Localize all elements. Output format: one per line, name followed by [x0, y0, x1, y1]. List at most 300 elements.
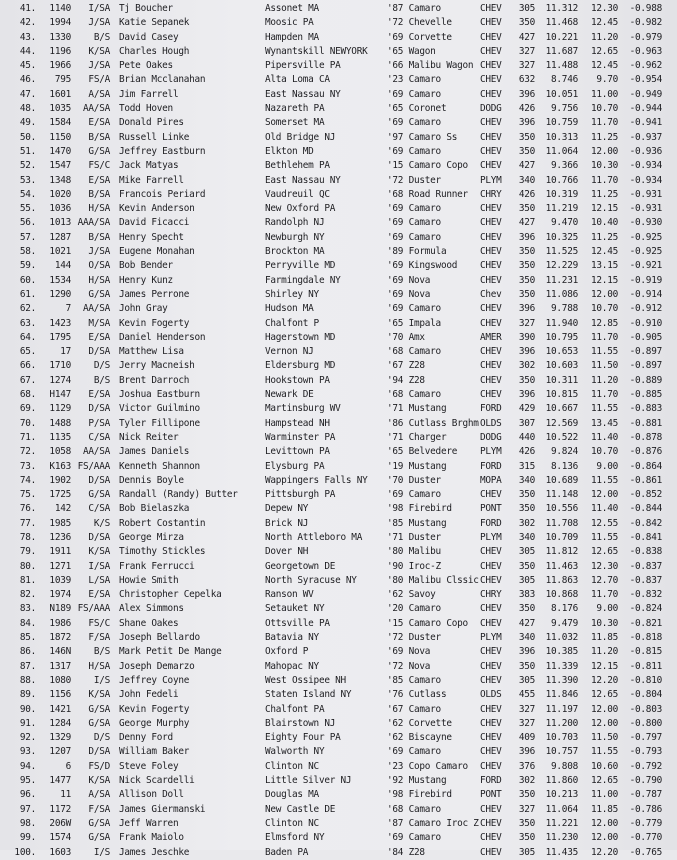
driver-name: Jerry Macneish: [119, 360, 195, 372]
cubic-inches: 350: [518, 17, 535, 29]
elapsed-time: 10.522: [545, 431, 578, 443]
driver-name: Dennis Boyle: [119, 474, 184, 486]
hometown: Randolph NJ: [265, 217, 325, 229]
hometown: Pittsburgh PA: [265, 489, 336, 501]
elapsed-time: 12.229: [545, 260, 578, 272]
hometown: Depew NY: [265, 503, 309, 515]
make: FORD: [480, 517, 502, 529]
diff-from-index: -0.944: [629, 103, 662, 115]
car-model: '65 Belvedere: [387, 446, 458, 458]
hometown: Clinton NC: [265, 760, 319, 772]
cubic-inches: 396: [518, 746, 535, 758]
result-row: [0, 174, 677, 188]
diff-from-index: -0.963: [629, 45, 662, 57]
class: FS/AAA: [77, 460, 110, 472]
hometown: Eighty Four PA: [265, 732, 341, 744]
position: 50.: [19, 131, 36, 143]
position: 89.: [19, 689, 36, 701]
position: 60.: [19, 274, 36, 286]
cubic-inches: 427: [518, 617, 535, 629]
car-number: 1547: [49, 160, 71, 172]
driver-name: Henry Kunz: [119, 274, 173, 286]
diff-from-index: -0.931: [629, 203, 662, 215]
result-row: [0, 345, 677, 359]
hometown: Martinsburg WV: [265, 403, 341, 415]
car-model: '90 Iroc-Z: [387, 560, 441, 572]
driver-name: Bob Bielaszka: [119, 503, 190, 515]
class: E/SA: [88, 117, 110, 129]
cubic-inches: 340: [518, 174, 535, 186]
car-model: '71 Duster: [387, 531, 441, 543]
car-model: '19 Mustang: [387, 460, 447, 472]
car-number: 1986: [49, 617, 71, 629]
car-number: 795: [54, 74, 71, 86]
hometown: Bethlehem PA: [265, 160, 330, 172]
elapsed-time: 10.213: [545, 789, 578, 801]
result-row: [0, 159, 677, 173]
class-index: 12.45: [591, 246, 618, 258]
make: CHEV: [480, 389, 502, 401]
diff-from-index: -0.765: [629, 846, 662, 858]
driver-name: Jeffrey Eastburn: [119, 145, 206, 157]
hometown: Elysburg PA: [265, 460, 325, 472]
elapsed-time: 11.086: [545, 288, 578, 300]
make: CHEV: [480, 31, 502, 43]
car-model: '85 Mustang: [387, 517, 447, 529]
result-row: [0, 631, 677, 645]
class-index: 12.00: [591, 817, 618, 829]
car-number: 1196: [49, 45, 71, 57]
class-index: 11.25: [591, 131, 618, 143]
position: 74.: [19, 474, 36, 486]
cubic-inches: 396: [518, 117, 535, 129]
result-row: [0, 731, 677, 745]
cubic-inches: 427: [518, 217, 535, 229]
result-row: [0, 431, 677, 445]
car-model: '85 Camaro: [387, 674, 441, 686]
driver-name: Alex Simmons: [119, 603, 184, 615]
class-index: 12.30: [591, 3, 618, 14]
class-index: 11.40: [591, 503, 618, 515]
make: CHEV: [480, 660, 502, 672]
make: CHEV: [480, 131, 502, 143]
car-model: '98 Firebird: [387, 789, 452, 801]
car-model: '69 Nova: [387, 288, 431, 300]
position: 56.: [19, 217, 36, 229]
class: D/S: [93, 732, 110, 744]
car-model: '23 Camaro: [387, 74, 441, 86]
result-row: [0, 331, 677, 345]
hometown: Elmsford NY: [265, 832, 325, 844]
driver-name: Henry Specht: [119, 231, 184, 243]
driver-name: Shane Oakes: [119, 617, 179, 629]
cubic-inches: 305: [518, 3, 535, 14]
cubic-inches: 426: [518, 446, 535, 458]
class-index: 11.85: [591, 803, 618, 815]
hometown: Hagerstown MD: [265, 331, 336, 343]
car-model: '71 Mustang: [387, 403, 447, 415]
make: PONT: [480, 503, 502, 515]
car-model: '69 Nova: [387, 646, 431, 658]
elapsed-time: 11.687: [545, 45, 578, 57]
car-model: '69 Camaro: [387, 489, 441, 501]
make: CHEV: [480, 374, 502, 386]
result-row: [0, 245, 677, 259]
cubic-inches: 305: [518, 546, 535, 558]
elapsed-time: 10.689: [545, 474, 578, 486]
diff-from-index: -0.804: [629, 689, 662, 701]
driver-name: George Murphy: [119, 717, 190, 729]
cubic-inches: 396: [518, 389, 535, 401]
diff-from-index: -0.818: [629, 632, 662, 644]
class: FS/D: [88, 760, 110, 772]
cubic-inches: 350: [518, 203, 535, 215]
car-number: 1710: [49, 360, 71, 372]
elapsed-time: 10.051: [545, 88, 578, 100]
hometown: Perryville MD: [265, 260, 336, 272]
cubic-inches: 350: [518, 288, 535, 300]
hometown: Brick NJ: [265, 517, 309, 529]
cubic-inches: 350: [518, 660, 535, 672]
position: 45.: [19, 60, 36, 72]
position: 84.: [19, 617, 36, 629]
make: CHEV: [480, 832, 502, 844]
class-index: 10.30: [591, 160, 618, 172]
make: FORD: [480, 775, 502, 787]
result-row: [0, 116, 677, 130]
car-number: 1236: [49, 531, 71, 543]
hometown: Little Silver NJ: [265, 775, 352, 787]
class-index: 10.60: [591, 760, 618, 772]
driver-name: Brian Mcclanahan: [119, 74, 206, 86]
diff-from-index: -0.837: [629, 574, 662, 586]
driver-name: Randall (Randy) Butter: [119, 489, 238, 501]
position: 59.: [19, 260, 36, 272]
hometown: North Syracuse NY: [265, 574, 357, 586]
driver-name: Timothy Stickles: [119, 546, 206, 558]
class-index: 11.20: [591, 374, 618, 386]
result-row: [0, 31, 677, 45]
make: CHRY: [480, 188, 502, 200]
cubic-inches: 426: [518, 103, 535, 115]
car-model: '23 Copo Camaro: [387, 760, 468, 772]
car-number: 1036: [49, 203, 71, 215]
elapsed-time: 9.808: [551, 760, 578, 772]
make: CHEV: [480, 646, 502, 658]
car-model: '62 Corvette: [387, 717, 452, 729]
class: F/SA: [88, 803, 110, 815]
car-model: '86 Cutlass Brghm: [387, 417, 479, 429]
make: CHEV: [480, 203, 502, 215]
elapsed-time: 10.313: [545, 131, 578, 143]
car-number: 1534: [49, 274, 71, 286]
result-row: [0, 388, 677, 402]
car-model: '15 Camaro Copo: [387, 160, 468, 172]
cubic-inches: 350: [518, 260, 535, 272]
make: CHEV: [480, 74, 502, 86]
make: PLYM: [480, 531, 502, 543]
elapsed-time: 10.868: [545, 589, 578, 601]
result-row: [0, 417, 677, 431]
car-model: '70 Amx: [387, 331, 425, 343]
result-row: [0, 788, 677, 802]
diff-from-index: -0.934: [629, 174, 662, 186]
class-index: 10.70: [591, 446, 618, 458]
elapsed-time: 9.479: [551, 617, 578, 629]
cubic-inches: 632: [518, 74, 535, 86]
elapsed-time: 10.703: [545, 732, 578, 744]
make: CHEV: [480, 274, 502, 286]
car-number: 1994: [49, 17, 71, 29]
diff-from-index: -0.937: [629, 131, 662, 143]
elapsed-time: 10.815: [545, 389, 578, 401]
driver-name: James Perrone: [119, 288, 190, 300]
class: K/SA: [88, 45, 110, 57]
elapsed-time: 10.795: [545, 331, 578, 343]
class-index: 11.55: [591, 746, 618, 758]
class-index: 12.65: [591, 775, 618, 787]
hometown: Mahopac NY: [265, 660, 319, 672]
make: Chev: [480, 288, 502, 300]
class-index: 12.45: [591, 60, 618, 72]
result-row: [0, 231, 677, 245]
elapsed-time: 10.385: [545, 646, 578, 658]
elapsed-time: 11.221: [545, 817, 578, 829]
elapsed-time: 11.708: [545, 517, 578, 529]
car-model: '72 Duster: [387, 632, 441, 644]
hometown: New Castle DE: [265, 803, 336, 815]
make: CHEV: [480, 803, 502, 815]
elapsed-time: 9.756: [551, 103, 578, 115]
position: 41.: [19, 3, 36, 14]
diff-from-index: -0.852: [629, 489, 662, 501]
diff-from-index: -0.962: [629, 60, 662, 72]
result-row: [0, 88, 677, 102]
elapsed-time: 8.136: [551, 460, 578, 472]
elapsed-time: 10.709: [545, 531, 578, 543]
elapsed-time: 10.757: [545, 746, 578, 758]
make: CHEV: [480, 674, 502, 686]
make: PONT: [480, 789, 502, 801]
diff-from-index: -0.787: [629, 789, 662, 801]
class: J/SA: [88, 17, 110, 29]
class: M/SA: [88, 317, 110, 329]
elapsed-time: 11.312: [545, 3, 578, 14]
diff-from-index: -0.982: [629, 17, 662, 29]
class: B/S: [93, 646, 110, 658]
class: D/SA: [88, 346, 110, 358]
driver-name: Jim Farrell: [119, 88, 179, 100]
elapsed-time: 10.325: [545, 231, 578, 243]
elapsed-time: 9.824: [551, 446, 578, 458]
hometown: Vernon NJ: [265, 346, 314, 358]
diff-from-index: -0.878: [629, 431, 662, 443]
driver-name: Kevin Anderson: [119, 203, 195, 215]
make: FORD: [480, 403, 502, 415]
car-model: '62 Savoy: [387, 589, 436, 601]
driver-name: George Mirza: [119, 531, 184, 543]
diff-from-index: -0.912: [629, 303, 662, 315]
class: I/S: [93, 674, 110, 686]
elapsed-time: 11.488: [545, 60, 578, 72]
make: CHEV: [480, 246, 502, 258]
class-index: 11.70: [591, 331, 618, 343]
car-model: '69 Nova: [387, 274, 431, 286]
class: FS/C: [88, 617, 110, 629]
cubic-inches: 305: [518, 574, 535, 586]
cubic-inches: 455: [518, 689, 535, 701]
class: I/S: [93, 846, 110, 858]
result-row: [0, 374, 677, 388]
car-number: 1911: [49, 546, 71, 558]
position: 62.: [19, 303, 36, 315]
car-number: H147: [49, 389, 71, 401]
cubic-inches: 305: [518, 846, 535, 858]
cubic-inches: 427: [518, 160, 535, 172]
class: AA/SA: [83, 103, 110, 115]
car-number: 1902: [49, 474, 71, 486]
result-row: [0, 588, 677, 602]
driver-name: Pete Oakes: [119, 60, 173, 72]
cubic-inches: 350: [518, 489, 535, 501]
class: B/SA: [88, 188, 110, 200]
position: 54.: [19, 188, 36, 200]
position: 65.: [19, 346, 36, 358]
position: 64.: [19, 331, 36, 343]
car-number: 1271: [49, 560, 71, 572]
hometown: New Oxford PA: [265, 203, 336, 215]
class: AA/SA: [83, 303, 110, 315]
results-list: [0, 2, 677, 860]
make: CHEV: [480, 817, 502, 829]
position: 71.: [19, 431, 36, 443]
result-row: [0, 317, 677, 331]
elapsed-time: 12.569: [545, 417, 578, 429]
position: 77.: [19, 517, 36, 529]
make: MOPA: [480, 474, 502, 486]
elapsed-time: 11.940: [545, 317, 578, 329]
make: CHEV: [480, 560, 502, 572]
class: G/SA: [88, 489, 110, 501]
position: 95.: [19, 775, 36, 787]
car-number: 1872: [49, 632, 71, 644]
driver-name: Jack Matyas: [119, 160, 179, 172]
class-index: 12.65: [591, 546, 618, 558]
make: CHEV: [480, 546, 502, 558]
class: F/SA: [88, 632, 110, 644]
hometown: Pipersville PA: [265, 60, 341, 72]
result-row: [0, 274, 677, 288]
car-number: N189: [49, 603, 71, 615]
diff-from-index: -0.921: [629, 260, 662, 272]
hometown: Old Bridge NJ: [265, 131, 336, 143]
result-row: [0, 259, 677, 273]
result-row: [0, 517, 677, 531]
make: CHEV: [480, 760, 502, 772]
cubic-inches: 350: [518, 560, 535, 572]
hometown: Elkton MD: [265, 145, 314, 157]
driver-name: Nick Scardelli: [119, 775, 195, 787]
class-index: 11.70: [591, 589, 618, 601]
class-index: 11.50: [591, 732, 618, 744]
class: AA/SA: [83, 446, 110, 458]
driver-name: Allison Doll: [119, 789, 184, 801]
driver-name: Jeff Warren: [119, 817, 179, 829]
elapsed-time: 10.311: [545, 374, 578, 386]
driver-name: James Giermanski: [119, 803, 206, 815]
diff-from-index: -0.790: [629, 775, 662, 787]
car-model: '67 Z28: [387, 360, 425, 372]
car-number: 11: [60, 789, 71, 801]
driver-name: Todd Hoven: [119, 103, 173, 115]
result-row: [0, 531, 677, 545]
class: L/SA: [88, 574, 110, 586]
position: 69.: [19, 403, 36, 415]
make: CHEV: [480, 346, 502, 358]
position: 86.: [19, 646, 36, 658]
cubic-inches: 307: [518, 417, 535, 429]
cubic-inches: 390: [518, 331, 535, 343]
class-index: 12.20: [591, 674, 618, 686]
car-model: '76 Cutlass: [387, 689, 447, 701]
diff-from-index: -0.842: [629, 517, 662, 529]
class-index: 12.00: [591, 145, 618, 157]
position: 43.: [19, 31, 36, 43]
diff-from-index: -0.919: [629, 274, 662, 286]
driver-name: Brent Darroch: [119, 374, 190, 386]
class-index: 12.45: [591, 17, 618, 29]
car-number: 1317: [49, 660, 71, 672]
car-model: '71 Charger: [387, 431, 447, 443]
class-index: 11.25: [591, 188, 618, 200]
make: CHEV: [480, 260, 502, 272]
class: I/SA: [88, 3, 110, 14]
diff-from-index: -0.824: [629, 603, 662, 615]
hometown: North Attleboro MA: [265, 531, 363, 543]
position: 83.: [19, 603, 36, 615]
diff-from-index: -0.931: [629, 188, 662, 200]
result-row: [0, 288, 677, 302]
car-model: '69 Corvette: [387, 31, 452, 43]
position: 97.: [19, 803, 36, 815]
make: PLYM: [480, 174, 502, 186]
class: E/SA: [88, 589, 110, 601]
hometown: Newburgh NY: [265, 231, 325, 243]
hometown: Hudson MA: [265, 303, 314, 315]
diff-from-index: -0.861: [629, 474, 662, 486]
result-row: [0, 474, 677, 488]
cubic-inches: 350: [518, 131, 535, 143]
car-model: '70 Duster: [387, 474, 441, 486]
class: I/SA: [88, 560, 110, 572]
car-number: 1974: [49, 589, 71, 601]
make: FORD: [480, 460, 502, 472]
car-model: '69 Camaro: [387, 746, 441, 758]
diff-from-index: -0.925: [629, 231, 662, 243]
diff-from-index: -0.897: [629, 360, 662, 372]
diff-from-index: -0.864: [629, 460, 662, 472]
position: 73.: [19, 460, 36, 472]
elapsed-time: 8.746: [551, 74, 578, 86]
driver-name: Joseph Bellardo: [119, 632, 200, 644]
make: CHEV: [480, 603, 502, 615]
hometown: Levittown PA: [265, 446, 330, 458]
position: 98.: [19, 817, 36, 829]
make: CHEV: [480, 231, 502, 243]
car-model: '80 Malibu Clssic: [387, 574, 479, 586]
position: 68.: [19, 389, 36, 401]
driver-name: Tyler Fillipone: [119, 417, 200, 429]
